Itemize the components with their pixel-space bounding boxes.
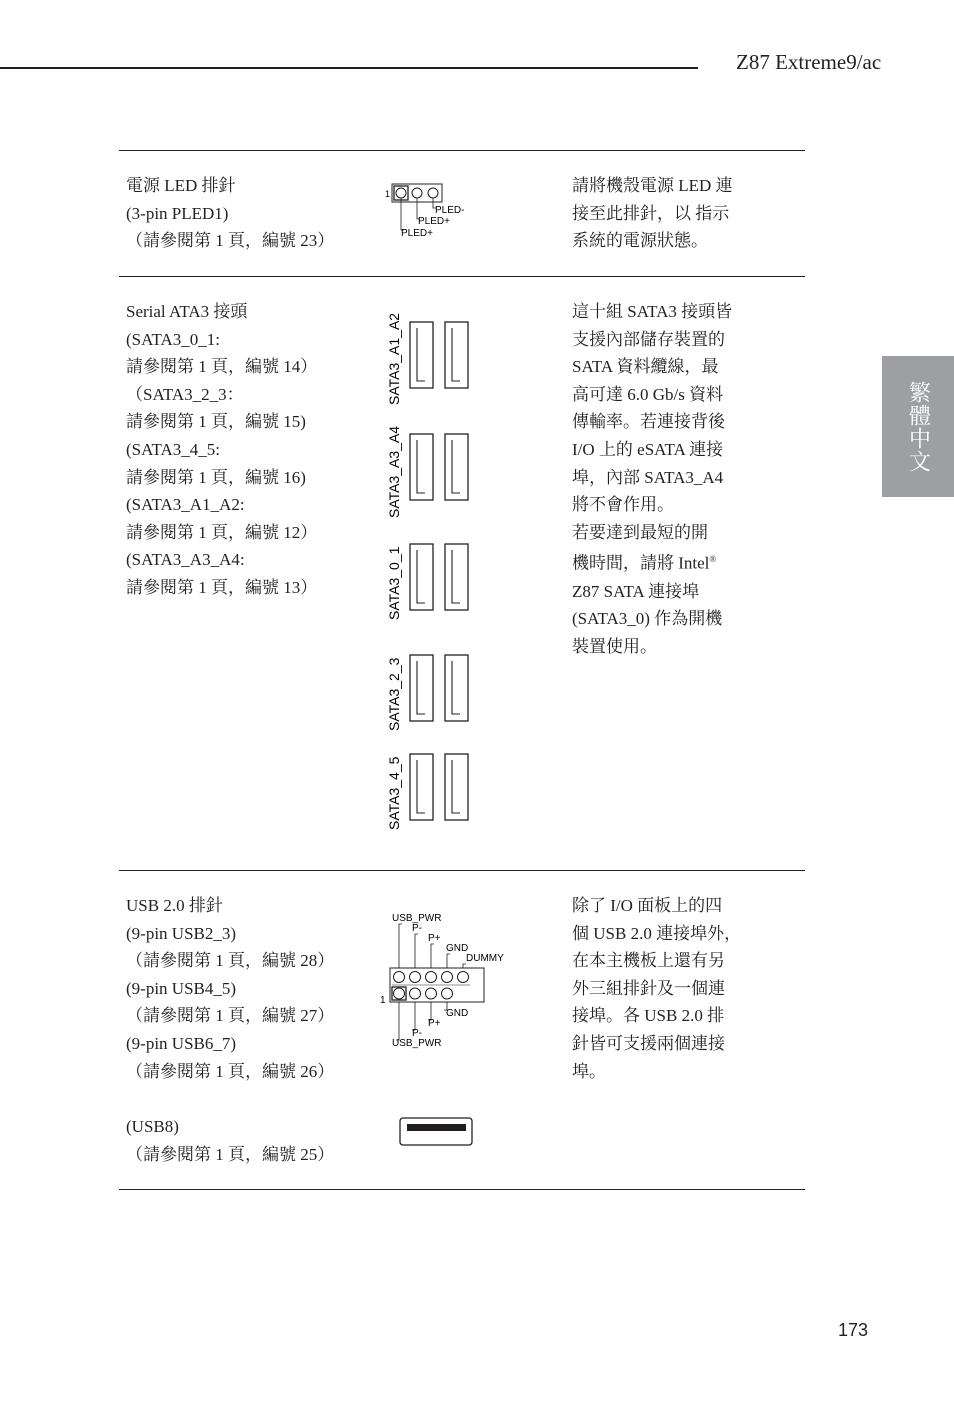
usb-label-gnd-bottom: GND <box>446 1008 469 1019</box>
sata-port-a4 <box>445 434 468 500</box>
sata-label-4-5: SATA3_4_5 <box>386 756 402 830</box>
usb-label-pplus-bottom: P+ <box>428 1018 441 1029</box>
pled-label-minus: PLED- <box>435 205 465 216</box>
pled-pin-3 <box>428 188 438 198</box>
pled-title: 電源 LED 排針 <box>126 176 236 195</box>
header-rule <box>0 67 698 69</box>
table-rule-bottom <box>119 1189 805 1190</box>
sata-title: Serial ATA3 接頭 <box>126 302 248 321</box>
sata-port-2 <box>410 655 433 721</box>
language-tab-label: 繁體中文 <box>905 380 931 473</box>
registered-mark: ® <box>709 554 717 565</box>
sata-label-a1-a2: SATA3_A1_A2 <box>386 312 402 405</box>
sata-explanation: 這十組 SATA3 接頭皆 支援內部儲存裝置的 SATA 資料纜線，最 高可達 6.0 Gb/s 資料 傳輸率。若連接背後 I/O 上的 eSATA 連接 埠，內部 SATA3_A4 將不會作用。 若要達到最短的開 機時間，請將 Intel® Z87 SATA 連接埠 (SATA3_0) 作為開機 裝置使用。 <box>572 302 733 656</box>
sata-port-0 <box>410 544 433 610</box>
usb-label-pminus-top: P- <box>412 923 422 934</box>
pled-pin-info: (3-pin PLED1) <box>126 203 229 223</box>
pled-pin1-label: 1 <box>385 189 391 199</box>
intel-line: 機時間，請將 Intel® <box>572 554 717 573</box>
sata-port-1 <box>445 544 468 610</box>
pled-label-plus-2: PLED+ <box>401 228 433 239</box>
pled-ref: （請參閱第 1 頁，編號 23） <box>126 231 335 251</box>
language-tab <box>882 356 954 497</box>
sata-port-4 <box>410 754 433 820</box>
usb-label-dummy: DUMMY <box>466 953 504 964</box>
sata-connectors-diagram <box>378 300 488 840</box>
usb-pin1-label: 1 <box>380 995 386 1006</box>
usb-label-pwr-bottom: USB_PWR <box>392 1038 442 1049</box>
usb-label-pwr-top: USB_PWR <box>392 913 442 924</box>
pled-description <box>126 172 334 255</box>
sata-label-0-1: SATA3_0_1 <box>386 546 402 620</box>
sata-port-a1 <box>410 322 433 388</box>
model-title: Z87 Extreme9/ac <box>736 50 882 74</box>
pled-label-plus-1: PLED+ <box>418 216 450 227</box>
usb-description: USB 2.0 排針 (9-pin USB2_3) （請參閱第 1 頁，編號 28） (9-pin USB4_5) （請參閱第 1 頁，編號 27） (9-pin USB6_7) （請參閱第 1 頁，編號 26） <box>126 892 334 1085</box>
usb8-title: (USB8) <box>126 1117 179 1136</box>
pled-pin-2 <box>412 188 422 198</box>
table-rule-1 <box>119 276 805 277</box>
sata-port-a2 <box>445 322 468 388</box>
sata-port-5 <box>445 754 468 820</box>
page-number: 173 <box>838 1320 869 1340</box>
usb8-description: (USB8) （請參閱第 1 頁，編號 25） <box>126 1113 334 1168</box>
table-rule-top <box>119 150 805 151</box>
sata-port-3 <box>445 655 468 721</box>
usb-title: USB 2.0 排針 <box>126 896 223 915</box>
usb-label-gnd-top: GND <box>446 943 469 954</box>
sata-label-2-3: SATA3_2_3 <box>386 657 402 731</box>
pled-explanation: 請將機殼電源 LED 連 接至此排針，以 指示 系統的電源狀態。 <box>572 176 733 251</box>
sata-port-a3 <box>410 434 433 500</box>
pled-header-diagram <box>380 178 490 242</box>
usb-explanation: 除了 I/O 面板上的四 個 USB 2.0 連接埠外， 在本主機板上還有另 外三組排針及一個連 接埠。各 USB 2.0 排 針皆可支援兩個連接 埠。 <box>572 896 742 1081</box>
table-rule-2 <box>119 870 805 871</box>
usb8-port-diagram <box>398 1116 476 1148</box>
sata-label-a3-a4: SATA3_A3_A4 <box>386 425 402 518</box>
usb-label-pminus-bottom: P- <box>412 1028 422 1039</box>
usb-pin-1 <box>392 987 406 1000</box>
usb-header-diagram <box>378 906 518 1052</box>
sata-description: Serial ATA3 接頭 (SATA3_0_1: 請參閱第 1 頁，編號 14） （SATA3_2_3： 請參閱第 1 頁，編號 15) (SATA3_4_5: 請參閱第 1 頁，編號 16) (SATA3_A1_A2: 請參閱第 1 頁，編號 12） (SATA3_A3_A4: 請參閱第 1 頁，編號 13） <box>126 298 317 602</box>
usb-label-pplus-top: P+ <box>428 933 441 944</box>
